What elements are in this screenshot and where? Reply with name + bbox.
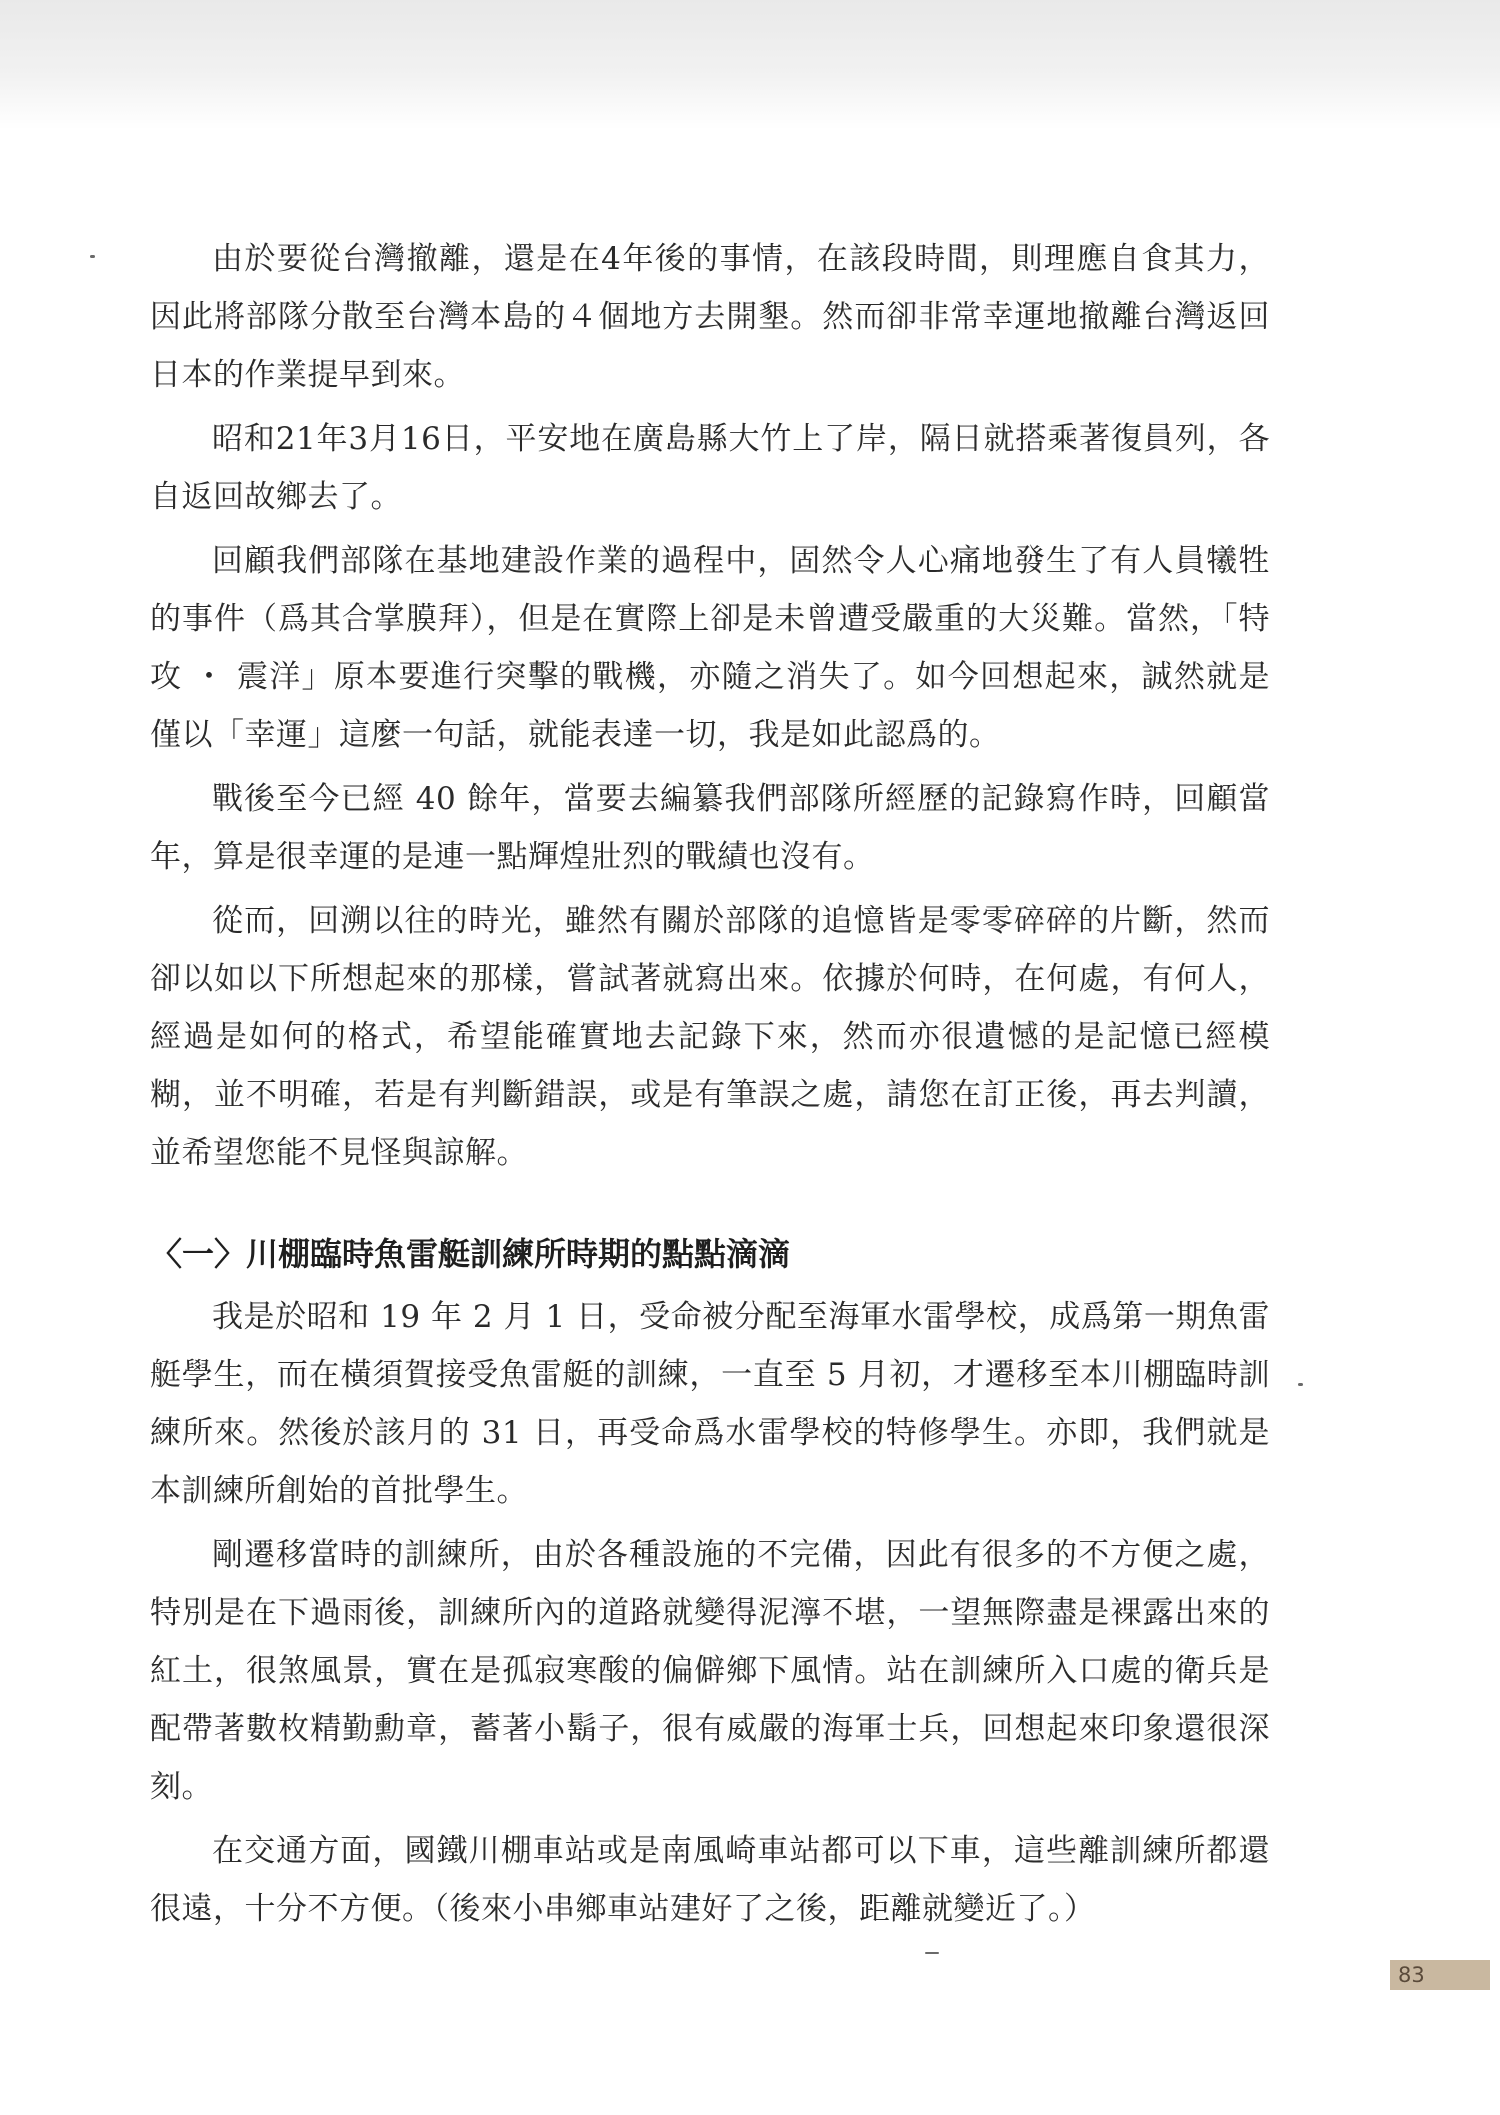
paragraph: 我是於昭和 19 年 2 月 1 日，受命被分配至海軍水雷學校，成爲第一期魚雷艇學生，而在橫須賀接受魚雷艇的訓練，一直至 5 月初，才遷移至本川棚臨時訓練所來。然後於該月的 31 日，再受命爲水雷學校的特修學生。亦即，我們就是本訓練所創始的首批學生。: [150, 1299, 1270, 1509]
paragraph: 從而，回溯以往的時光，雖然有關於部隊的追憶皆是零零碎碎的片斷，然而卻以如以下所想起來的那樣，嘗試著就寫出來。依據於何時，在何處，有何人，經過是如何的格式，希望能確實地去記錄下來，然而亦很遺憾的是記憶已經模糊，並不明確，若是有判斷錯誤，或是有筆誤之處，請您在訂正後，再去判讀，並希望您能不見怪與諒解。: [150, 903, 1270, 1171]
scan-speck: [925, 1952, 939, 1954]
section-heading: 〈一〉川棚臨時魚雷艇訓練所時期的點點滴滴: [150, 1235, 791, 1273]
paragraph: 昭和21年3月16日，平安地在廣島縣大竹上了岸，隔日就搭乘著復員列，各自返回故鄉去了。: [150, 421, 1270, 515]
scan-speck: [90, 255, 95, 258]
paragraph: 回顧我們部隊在基地建設作業的過程中，固然令人心痛地發生了有人員犧牲的事件（爲其合掌膜拜），但是在實際上卻是未曾遭受嚴重的大災難。當然，「特攻 ・ 震洋」原本要進行突擊的戰機，亦隨之消失了。如今回想起來，誠然就是僅以「幸運」這麼一句話，就能表達一切，我是如此認爲的。: [150, 543, 1270, 753]
paragraph: 在交通方面，國鐵川棚車站或是南風崎車站都可以下車，這些離訓練所都還很遠，十分不方便。（後來小串鄉車站建好了之後，距離就變近了。）: [150, 1833, 1270, 1927]
paragraph: 戰後至今已經 40 餘年，當要去編纂我們部隊所經歷的記錄寫作時，回顧當年，算是很幸運的是連一點輝煌壯烈的戰績也沒有。: [150, 781, 1270, 875]
text-body: [150, 230, 1270, 1944]
page-number: 83: [1390, 1960, 1490, 1990]
scan-speck: [1298, 1383, 1303, 1386]
scan-edge-band: [0, 0, 1500, 130]
paragraph: 剛遷移當時的訓練所，由於各種設施的不完備，因此有很多的不方便之處，特別是在下過雨後，訓練所內的道路就變得泥濘不堪，一望無際盡是裸露出來的紅土，很煞風景，實在是孤寂寒酸的偏僻鄉下風情。站在訓練所入口處的衛兵是配帶著數枚精勤勳章，蓄著小鬍子，很有威嚴的海軍士兵，回想起來印象還很深刻。: [150, 1537, 1270, 1805]
paragraph: 由於要從台灣撤離，還是在4年後的事情，在該段時間，則理應自食其力，因此將部隊分散至台灣本島的４個地方去開墾。然而卻非常幸運地撤離台灣返回日本的作業提早到來。: [150, 241, 1270, 393]
